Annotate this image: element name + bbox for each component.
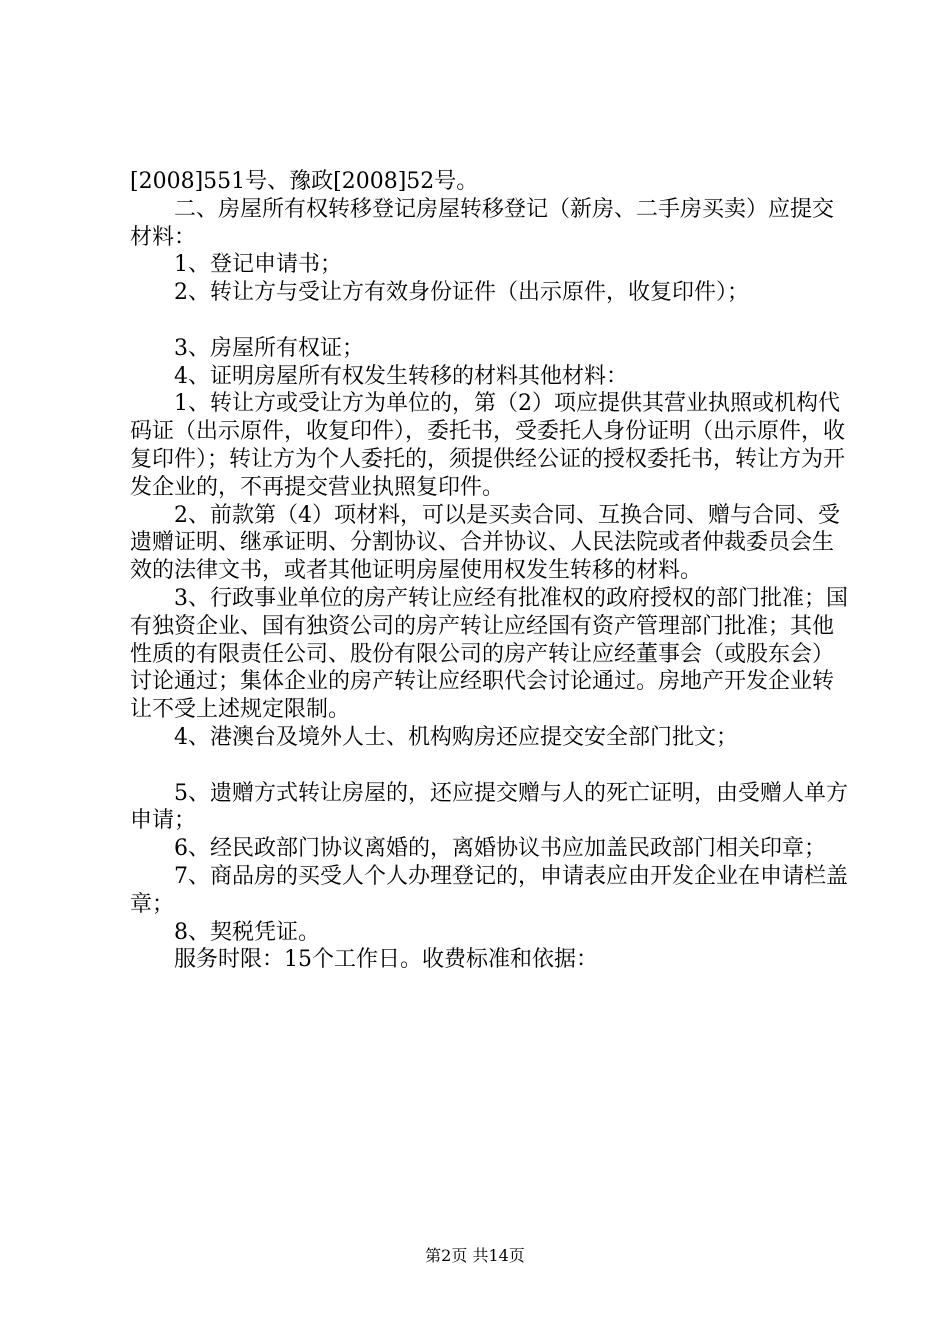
paragraph-note-4: 4、港澳台及境外人士、机构购房还应提交安全部门批文； — [174, 724, 738, 750]
paragraph-note-6: 6、经民政部门协议离婚的，离婚协议书应加盖民政部门相关印章； — [174, 836, 826, 862]
paragraph-item-4: 4、证明房屋所有权发生转移的材料其他材料： — [174, 363, 628, 389]
paragraph-note-7: 7、商品房的买受人个人办理登记的，申请表应由开发企业在申请栏盖章； — [130, 863, 848, 917]
document-body — [130, 168, 850, 974]
paragraph-note-2: 2、前款第（4）项材料，可以是买卖合同、互换合同、赠与合同、受遗赠证明、继承证明、分割协议、合并协议、人民法院或者仲裁委员会生效的法律文书，或者其他证明房屋使用权发生转移的材料。 — [130, 502, 840, 584]
page-number-footer: 第2页 共14页 — [425, 1246, 525, 1265]
paragraph-note-3: 3、行政事业单位的房产转让应经有批准权的政府授权的部门批准；国有独资企业、国有独资公司的房产转让应经国有资产管理部门批准；其他性质的有限责任公司、股份有限公司的房产转让应经董事会（或股东会）讨论通过；集体企业的房产转让应经职代会讨论通过。房地产开发企业转让不受上述规定限制。 — [130, 585, 848, 723]
paragraph-item-3: 3、房屋所有权证； — [174, 335, 364, 361]
paragraph-item-1: 1、登记申请书； — [174, 252, 342, 278]
paragraph-service-time: 服务时限：15个工作日。收费标准和依据： — [174, 947, 598, 973]
paragraph-note-5: 5、遗赠方式转让房屋的，还应提交赠与人的死亡证明，由受赠人单方申请； — [130, 780, 848, 834]
paragraph-note-8: 8、契税凭证。 — [174, 919, 320, 945]
paragraph-item-2: 2、转让方与受让方有效身份证件（出示原件，收复印件）； — [174, 280, 749, 306]
paragraph-regulation-ref: [2008]551号、豫政[2008]52号。 — [130, 169, 479, 194]
paragraph-section-heading: 二、房屋所有权转移登记房屋转移登记（新房、二手房买卖）应提交材料： — [130, 196, 835, 250]
paragraph-note-1: 1、转让方或受让方为单位的，第（2）项应提供其营业执照或机构代码证（出示原件，收复印件），委托书，受委托人身份证明（出示原件，收复印件）；转让方为个人委托的，须提供经公证的授权委托书，转让方为开发企业的，不再提交营业执照复印件。 — [130, 391, 846, 500]
